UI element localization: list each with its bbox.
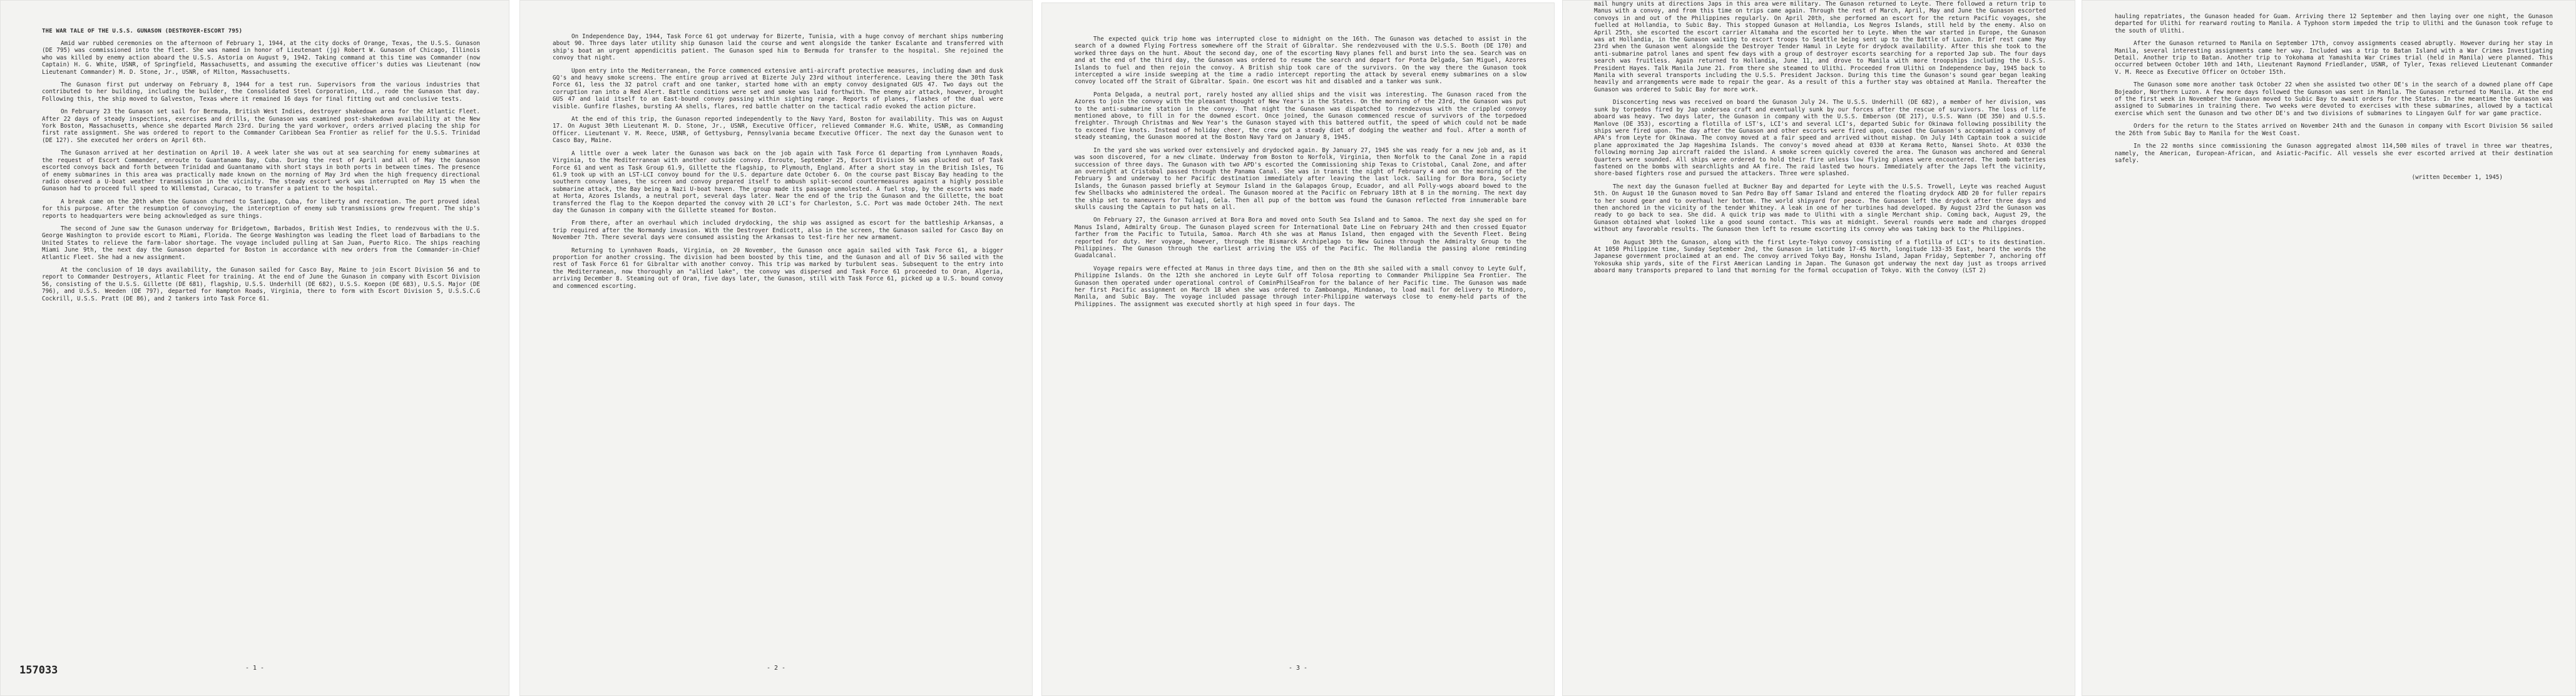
page-number-3: - 3 - bbox=[1288, 665, 1308, 672]
document-page-1 bbox=[0, 0, 509, 696]
page-1-paragraph-1: Amid war rubbed ceremonies on the afternoon of February 1, 1944, at the city docks of Orange, Texas, the U.S.S. Gunason (DE 795) was commissioned into the fleet. She was named in honor of Lieutenant (jg) Robert W. Gunason of Chicago, Illinois who was killed by enemy action aboard the U.S.S. Astoria on August 9, 1942. Taking command at this time was Commander (now Captain) H. G. White, USNR, of Springfield, Massachusetts, and assuming the executive officer's duties was Lieutenant (now Lieutenant Commander) M. D. Stone, Jr., USNR, of Milton, Massachusetts. bbox=[42, 40, 480, 76]
page-1-paragraph-5: A break came on the 20th when the Gunason churned to Santiago, Cuba, for liberty and recreation. The port proved ideal for this purpose. After the resumption of convoying, the interception of enemy sub transmissions grew frequent. The ship's reports to headquarters were being acknowledged as sure things. bbox=[42, 198, 480, 220]
page-2-paragraph-6: Returning to Lynnhaven Roads, Virginia, on 20 November, the Gunason once again sailed with Task Force 61, a bigger proportion for another crossing. The division had been boosted by this time, and the Gunason and all of Div 56 sailed with the rest of Task Force 61 for Gibraltar with another convoy. This trip was marked by turbulent seas. Subsequent to the entry into the Mediterranean, now thoroughly an "allied lake", the convoy was dispersed and Task Force 61 proceeded to Oran, Algeria, arriving December 8. Steaming out of Oran, five days later, the Gunason, still with Task Force 61, picked up a U.S. bound convoy and commenced escorting. bbox=[553, 247, 1003, 290]
document-number: 157033 bbox=[19, 664, 58, 677]
page-3-paragraph-4: On February 27, the Gunason arrived at Bora Bora and moved onto South Sea Island and to Samoa. The next day she sped on for Manus Island, Admiralty Group. The Gunason played screen for International Date Line on February 24th and then crossed Equator farther from the Pacific to Tutuila, Samoa. March 4th she was at Manus Island, then engaged with the Seventh Fleet. Being reported for duty. Her voyage, however, through the Bismarck Archipelago to New Guinea through the Admiralty Group to the Philippines. The Gunason through the earliest arriving the USS of the Pacific. The Hollandia the passing alone reminding Guadalcanal. bbox=[1075, 217, 1526, 260]
page-5-paragraph-3: The Gunason some more another task October 22 when she assisted two other DE's in the search of a downed plane off Cape Bojeador, Northern Luzon. A few more days followed the Gunason was sent in Manila. The Gunason returned to Manila. At the end of the first week in November the Gunason moved to Subic Bay to await orders for the States. In the meantime the Gunason was assigned to Submarines in training there. Two weeks were devoted to exercises with these submarines, allowed by a tactical exercise which sent the Gunason and two other DE's and two divisions of submarines to Lingayen Gulf for war game practice. bbox=[2115, 81, 2553, 117]
page-4-paragraph-2: Disconcerting news was received on board the Gunason July 24. The U.S.S. Underhill (DE 682), a member of her division, was sunk by torpedos fired by Jap undersea craft and eventually sunk by our forces after the rescue of survivors. The loss of life aboard was heavy. Two days later, the Gunason in company with the U.S.S. Emberson (DE 217), U.S.S. Wann (DE 350) and U.S.S. Manlove (DE 353), escorting a flotilla of LST's, LCI's and several LCI's, departed Subic for Okinawa following possibility the ships were fired upon. The day after the Gunason and other escorts were fired upon, caused the Gunason's accompanied a convoy of APA's from Leyte for Okinawa. The convoy moved at a fair speed and arrived without mishap. On July 14th Captain took a suicide plane approximated the Jap Hageshima Islands. The convoy's moved ahead at 0330 at Kerama Retto, Nansei Shoto. At 0330 the following morning Jap aircraft raided the island. A smoke screen quickly covered the area. The Gunason was anchored and General Quarters were sounded. All ships were ordered to hold their fire unless low flying planes were encountered. The bomb batteries fastened on the bombs with searchlights and AA fire. The raid lasted two hours. Immediately after the Japs left the vicinity, shore-based fighters rose and pursued the attackers. Three were splashed. bbox=[1594, 99, 2046, 178]
page-2-paragraph-2: Upon entry into the Mediterranean, the Force commenced extensive anti-aircraft protective measures, including dawn and dusk GQ's and heavy smoke screens. The entire group arrived at Bizerte July 23rd without interference. Leaving there the 30th Task Force 61, less the 32 patrol craft and one tanker, started home with an empty convoy designated GUS 47. Two days out the corruption ran into a Red Alert. Battle conditions were set and smoke was laid forthwith. The enemy air attack, however, brought GUS 47 and laid itself to an East-bound convoy passing within sighting range. Reports of planes, flashes of the dual were visible. Gunfire flashes, bursting AA shells, flares, red battle chatter on the tactical radio evoked the action picture. bbox=[553, 67, 1003, 110]
page-2-paragraph-3: At the end of this trip, the Gunason reported independently to the Navy Yard, Boston for availability. This was on August 17. On August 30th Lieutenant M. D. Stone, Jr., USNR, Executive Officer, relieved Commander H.G. White, USNR, as Commanding Officer. Lieutenant V. M. Reece, USNR, of Gettysburg, Pennsylvania became Executive Officer. The next day the Gunason went to Casco Bay, Maine. bbox=[553, 116, 1003, 145]
page-3-paragraph-2: Ponta Delgada, a neutral port, rarely hosted any allied ships and the visit was interesting. The Gunason raced from the Azores to join the convoy with the pleasant thought of New Year's in the States. On the morning of the 23rd, the Gunason was put to the anti-submarine station in the convoy. That night the Gunason was dispatched to rendezvous with the crippled convoy mentioned above, to fill in for the downed escort. Once joined, the Gunason commenced rescue of survivors of the torpedoed freighter. Through Christmas and New Year's the Gunason stayed with this battered outfit, the speed of which could not be made to exceed five knots. Instead of holiday cheer, the crew got a steady diet of dodging the weather and foul. After a month of steady steaming, the Gunason moored at the Boston Navy Yard on January 8, 1945. bbox=[1075, 91, 1526, 141]
document-page-3 bbox=[1041, 3, 1555, 696]
page-5-paragraph-4: Orders for the return to the States arrived on November 24th and the Gunason in company with Escort Division 56 sailed the 26th from Subic Bay to Manila for the West Coast. bbox=[2115, 123, 2553, 137]
page-1-paragraph-4: The Gunason arrived at her destination on April 10. A week later she was out at sea searching for enemy submarines at the request of Escort Commander, enroute to Guantanamo Bay, Cuba. During the rest of April and all of May the Gunason escorted convoys back and forth between Trinidad and Guantanamo with short stays in both ports in between times. The presence of enemy submarines in this area was practically made known on the morning of May 3rd when the high frequency directional radio observed a U-boat weather transmission in the vicinity. The steady escort work was interrupted on May 15 when the Gunason had to proceed full speed to Willemstad, Curacao, to transfer a patient to the hospital. bbox=[42, 150, 480, 193]
page-3-paragraph-5: Voyage repairs were effected at Manus in three days time, and then on the 8th she sailed with a small convoy to Leyte Gulf, Philippine Islands. On the 12th she anchored in Leyte Gulf off Tolosa reporting to Commander Philippine Sea Frontier. The Gunason then operated under operational control of CominPhilSeaFron for the balance of her Pacific time. The Gunason was made her first Pacific assignment on March 18 when she was ordered to Zamboanga, Mindanao, to load mail for delivery to Mindoro, Manila, and Subic Bay. The voyage included passage through inter-Philippine waterways close to enemy-held parts of the Philippines. The assignment was executed shortly at high speed in four days. The bbox=[1075, 265, 1526, 308]
page-4-paragraph-4: On August 30th the Gunason, along with the first Leyte-Tokyo convoy consisting of a flotilla of LCI's to its destination. At 1050 Philippine time, Sunday September 2nd, the Gunason in latitude 17-45 North, longitude 133-35 East, heard the words the Japanese government proclaimed at an end. The convoy arrived Tokyo Bay, Honshu Island, Japan Friday, September 7, anchoring off Yokosuka ship yards, site of the First American Landing in Japan. The Gunason got underway the next day just as troops arrived aboard many transports prepared to land that morning for the formal occupation of Tokyo. With the Convoy (LST 2) bbox=[1594, 238, 2046, 275]
page-3-paragraph-3: In the yard she was worked over extensively and drydocked again. By January 27, 1945 she was ready for a new job and, as it was soon discovered, for a new climate. Underway from Boston to Norfolk, Virginia, then Norfolk to the Canal Zone in a rapid succession of three days. The Gunason with two APD's escorted the Commissioning ship Texas to Cristobal, Canal Zone, and after an overnight at Cristobal passed through the Panama Canal. She was in transit the night of February 4 and on the morning of the February 5 and underway to her Pacific destination immediately after leaving the last lock. Sailing for Bora Bora, Society Islands, the Gunason passed briefly at Seymour Island in the Galapagos Group, Ecuador, and all Polly-wogs aboard bowed to the few Shellbacks who administered the ordeal. The Gunason moored at the Pacific on February 18th at 8 in the morning. The next day the ship set to maneuvers for Tulagi, Gela. Then all pup of the bottom was found the Gunason reflected from innumerable bare skulls causing the Captain to put hats on all. bbox=[1075, 146, 1526, 211]
page-1-paragraph-3: On February 23 the Gunason set sail for Bermuda, British West Indies, destroyer shakedown area for the Atlantic Fleet. After 22 days of steady inspections, exercises and drills, the Gunason was examined post-shakedown availability at the New York Boston, Massachusetts, whence she departed March 23rd. During the yard workover, orders arrived placing the ship for first rate assignment. She was ordered to report to the Commander Caribbean Sea Frontier as relief for the U.S.S. Trinidad (DE 12?). She executed her orders on April 6th. bbox=[42, 108, 480, 144]
document-title: THE WAR TALE OF THE U.S.S. GUNASON (DESTROYER-ESCORT 795) bbox=[42, 28, 243, 34]
document-page-4 bbox=[1562, 0, 2075, 696]
page-4-paragraph-1: mail hungry units at directions Japs in this area were military. The Gunason returned to Leyte. There followed a return trip to Manus with a convoy, and from this time on trips came again. Through the rest of March, April, May and June the Gunason escorted convoys in and out of the Philippines regularly. On April 20th, she performed an escort for the return Pacific voyages, she fuelled at Hollandia, to Subic Bay. This stopped Gunason at Hollandia, Los Negros Islands, still held by the enemy. Also on April 25th, she escorted the escort carrier Altamaha and the escorted her to Leyte. When the war started in Europe, the Gunason was at Hollandia, in the Gunason waiting to escort troops to Seattle being sent up to the Battle of Luzon. Brief rest came May 23rd when the Gunason went alongside the Destroyer Tender Hamul in Leyte for drydock availability. After this she took to the anti-submarine patrol lanes and spent few days with a group of destroyer escorts searching for a reported Jap sub. The four days search was fruitless. Again returned to Hollandia, June 11, and drove to Manila with more troopships including the U.S.S. President Hayes. Talk Manila June 21. From there she steamed to Ulithi. Proceeded from Ulithi on Independence Day, 1945 back to Manila with several transports including the U.S.S. President Jackson. During this time the Gunason's sound gear began leaking heavily and arrangements were made to repair the gear. As a result of this a further stay was obtained at Manila. Thereafter the Gunason was ordered to Subic Bay for more work. bbox=[1594, 1, 2046, 93]
page-2-paragraph-5: From there, after an overhaul which included drydocking, the ship was assigned as escort for the battleship Arkansas, a trip required after the Normandy invasion. With the Destroyer Endicott, also in the screen, the Gunason sailed for Casco Bay on November 7th. There several days were consumed assisting the Arkansas to test-fire her new armament. bbox=[553, 220, 1003, 242]
document-page-2 bbox=[519, 0, 1033, 696]
page-1-paragraph-2: The Gunason first put underway on February 8, 1944 for a test run. Supervisors from the various industries that contributed to her building, including the builder, the Consolidated Steel Corporation, Ltd., rode the Gunason that day. Following this, the ship moved to Galveston, Texas where it remained 16 days for final fitting out and conclusive tests. bbox=[42, 81, 480, 103]
page-3-paragraph-1: The expected quick trip home was interrupted close to midnight on the 16th. The Gunason was detached to assist in the search of a downed Flying Fortress somewhere off the Strait of Gibraltar. She rendezvoused with the U.S.S. Booth (DE 170) and worked three days on the hunt. About the second day, one of the escorting Navy planes fell and burst into the sea. Search was on and at the end of the third day, the Gunason was ordered to resume the search and depart for Ponta Delgada, San Miguel, Azores Islands to fuel and then rejoin the convoy. A British ship took care of the survivors. On the way there the Gunason took intercepted a wire inside sweeping at the time a radio intercept reporting the attack by several enemy submarines on a slow convoy located off the Strait of Gibraltar. Spain. One escort was hit and disabled and a tanker was sunk. bbox=[1075, 36, 1526, 86]
page-2-paragraph-1: On Independence Day, 1944, Task Force 61 got underway for Bizerte, Tunisia, with a huge convoy of merchant ships numbering about 90. Three days later utility ship Gunason laid the course and went alongside the tanker Escalante and transferred with ship's boat an urgent appendicitis patient. The Gunason sped him to Bermuda for transfer to the hospital. She rejoined the convoy that night. bbox=[553, 33, 1003, 62]
page-1-paragraph-7: At the conclusion of 10 days availability, the Gunason sailed for Casco Bay, Maine to join Escort Division 56 and to report to Commander Destroyers, Atlantic Fleet for training. At the end of June the Gunason in company with Escort Division 56, consisting of the U.S.S. Gillette (DE 681), flagship, U.S.S. Underhill (DE 682), U.S.S. Koepon (DE 683), U.S.S. Major (DE 796), and U.S.S. Weeden (DE 797), departed for Hampton Roads, Virginia, there to form with Escort Division 5, U.S.S.C.G Cockrill, U.S.S. Pratt (DE 86), and 2 tankers into Task Force 61. bbox=[42, 266, 480, 302]
page-1-paragraph-6: The second of June saw the Gunason underway for Bridgetown, Barbados, British West Indies, to rendezvous with the U.S. George Washington to provide escort to Miami, Florida. The George Washington was leading the fleet load of Barbadians to the United States to relieve the farm-labor shortage. The voyage included pulling at San Juan, Puerto Rico. The ships reaching Miami June 9th, the next day the Gunason departed for Boston in accordance with new orders from the Commander-in-Chief Atlantic Fleet. She had a new assignment. bbox=[42, 225, 480, 261]
page-5-paragraph-1: hauling repatriates, the Gunason headed for Guam. Arriving there 12 September and then laying over one night, the Gunason departed for Ulithi for rearward routing to Manila. A Typhoon storm impeded the trip to Ulithi and the Gunason took refuge to the south of Ulithi. bbox=[2115, 13, 2553, 34]
page-number-1: - 1 - bbox=[245, 665, 265, 672]
page-2-paragraph-4: A little over a week later the Gunason was back on the job again with Task Force 61 departing from Lynnhaven Roads, Virginia, to the Mediterranean with another outside convoy. Enroute, September 25, Escort Division 56 was plucked out of Task Force 61 and went as Task Group 61.9, Gillette the flagship, to Plymouth, England. After a short stay in the British Isles, TG 61.9 took up with an LST-LCI convoy bound for the U.S. departure date October 6. On the course past Biscay Bay heading to the southern convoy lanes, the screen and convoy prepared itself to ambush split-second countermeasures against a highly possible submarine attack, the Bay being a Nazi U-boat haven. The group made its passage unmolested. A fuel stop, by the escorts was made at Horta, Azores Islands, a neutral port, several days later. Near the end of the trip the Gunason and the Gillette, the boat transferred the flag to the Koepon departed the convoy with 20 LCI's for Charleston, S.C. Port was made October 24th. The next day the Gunason in company with the Gillette steamed for Boston. bbox=[553, 150, 1003, 214]
page-5-paragraph-5: In the 22 months since commissioning the Gunason aggregated almost 114,500 miles of travel in three war theatres, namely, the American, European-African, and Asiatic-Pacific. All vessels she ever escorted arrived at their destination safely. bbox=[2115, 143, 2553, 164]
document-page-5 bbox=[2082, 0, 2576, 696]
signoff-date: (written December 1, 1945) bbox=[2411, 174, 2503, 182]
page-number-2: - 2 - bbox=[766, 665, 786, 672]
page-5-paragraph-2: After the Gunason returned to Manila on September 17th, convoy assignments ceased abruptly. However during her stay in Manila, several interesting assignments came her way. Included was a trip to Batan Island with a War Crimes Investigating Detail. Another trip to Batan. Another trip to Yokohama at Yamashita War Crimes trial (held in Manila) were planned. This occurred between October 10th and 14th, Lieutenant Raymond Friedlander, USNR, of Tyler, Texas relieved Lieutenant Commander V. M. Reece as Executive Officer on October 15th. bbox=[2115, 40, 2553, 76]
page-4-paragraph-3: The next day the Gunason fuelled at Buckner Bay and departed for Leyte with the U.S.S. Trowell, Leyte was reached August 5th. On August 10 the Gunason moved to San Pedro Bay off Samar Island and entered the floating drydock ABD 20 for fuller repairs to her sound gear and to overhaul her bottom. The world shipyard for peace. The Gunason left the drydock after three days and then anchored in the vicinity of the tender Whitney. A leak in one of her turbines had developed. By August 23rd the Gunason was ready to go back to sea. She did. A quick trip was made to Ulithi with a single Merchant ship. Coming back, August 29, the Gunason obtained what looked like a good sound contact. This was at midnight. Several rounds were made and charges dropped without any favorable results. The Gunason then left to resume escorting its convoy who was taking back to the Philippines. bbox=[1594, 183, 2046, 233]
